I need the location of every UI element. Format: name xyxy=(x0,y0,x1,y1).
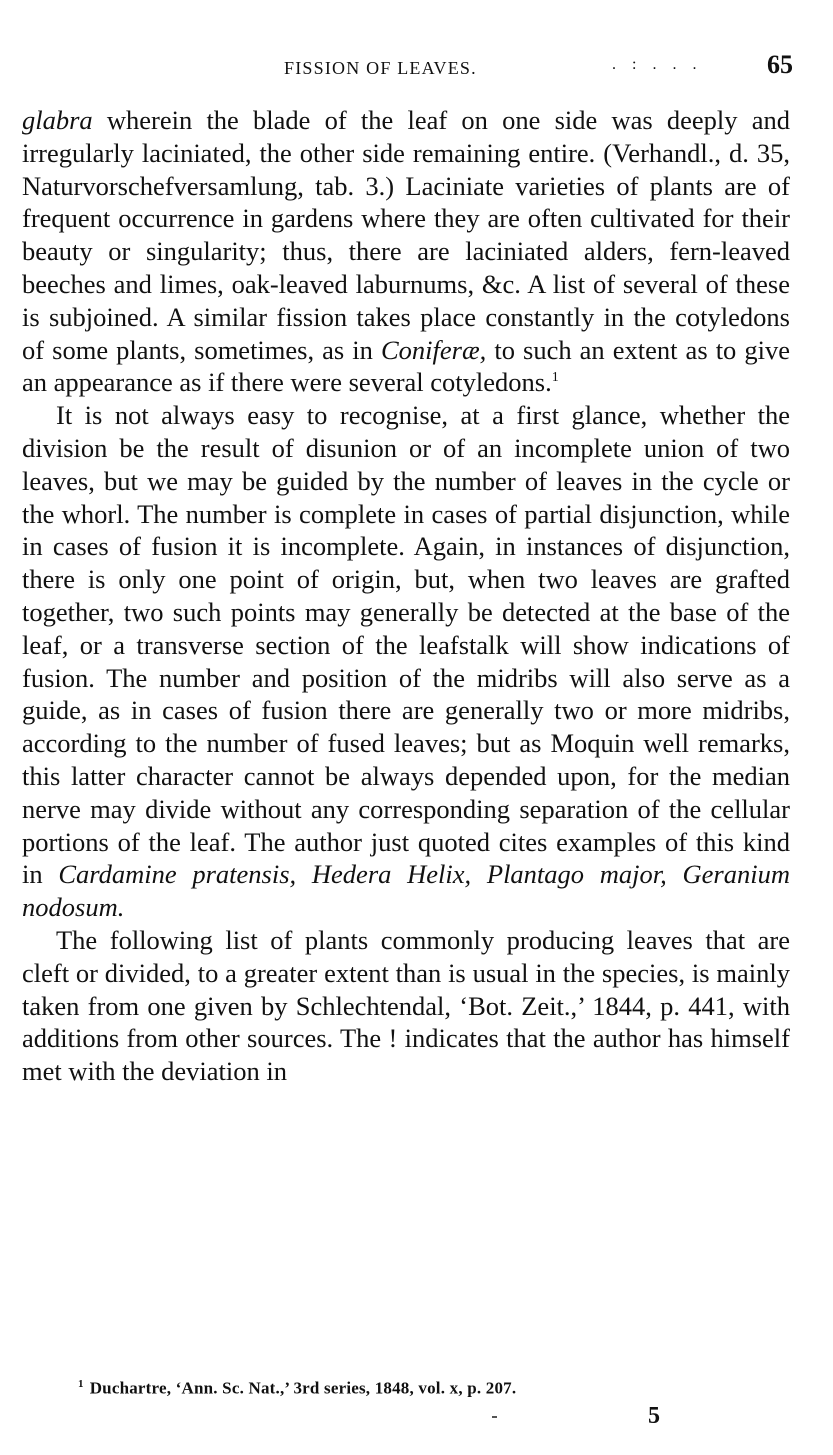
header-dots: . : . . . xyxy=(612,56,703,73)
signature-mark: 5 xyxy=(648,1403,660,1429)
page-number: 65 xyxy=(767,50,793,79)
print-speck xyxy=(492,1416,497,1418)
paragraph-1 xyxy=(22,104,790,399)
paragraph-3 xyxy=(22,924,790,1088)
paragraph-2-italic-species: Cardamine pratensis, Hedera Helix, Plantago major, Geranium nodosum. xyxy=(22,859,790,923)
footnote xyxy=(78,1378,516,1399)
paragraph-1-italic-start: glabra xyxy=(22,105,93,135)
paragraph-1-text-b: to such an extent as to give an appearance as if there were several cotyledons. xyxy=(22,334,790,398)
footnote-mark: 1 xyxy=(78,1378,84,1390)
running-head: FISSION OF LEAVES. xyxy=(284,58,477,78)
paragraph-2-text: It is not always easy to recognise, at a first glance, whether the division be the result of disunion or of an incomplete union of two leaves, but we may be guided by the number of leaves in the cycle or the whorl. The number is complete in cases of partial disjunction, while in cases of fusion it is incomplete. Again, in instances of disjunction, there is only one point of origin, but, when two leaves are grafted together, two such points may generally be detected at the base of the leaf, or a transverse section of the leafstalk will show indications of fusion. The number and position of the midribs will also serve as a guide, as in cases of fusion there are generally two or more midribs, according to the number of fused leaves; but as Moquin well remarks, this latter character cannot be always depended upon, for the median nerve may divide without any corresponding separation of the cellular portions of the leaf. The author just quoted cites examples of this kind in xyxy=(22,400,790,890)
paragraph-3-text: The following list of plants commonly producing leaves that are cleft or divided, to a greater extent than is usual in the species, is mainly taken from one given by Schlechtendal, ‘Bot. Zeit.,’ 1844, p. 441, with additions from other sources. The ! indicates that the author has himself met with the deviation in xyxy=(22,924,790,1087)
page-header xyxy=(22,50,793,84)
paragraph-2 xyxy=(22,399,790,924)
footnote-reference: 1 xyxy=(551,370,559,386)
footnote-text: Duchartre, ‘Ann. Sc. Nat.,’ 3rd series, 1848, vol. x, p. 207. xyxy=(89,1378,517,1398)
paragraph-1-italic-coniferae: Coniferæ, xyxy=(381,334,487,365)
body-text xyxy=(22,104,790,1088)
paragraph-1-text-a: wherein the blade of the leaf on one side was deeply and irregularly laciniated, the other side remaining entire. (Verhandl., d. 35, Naturvorschefversamlung, tab. 3.) Laciniate varieties of plants are of frequent occurrence in gardens where they are often cultivated for their beauty or singularity; thus, there are laciniated alders, fern-leaved beeches and limes, oak-leaved laburnums, &c. A list of several of these is subjoined. A similar fission takes place constantly in the cotyledons of some plants, sometimes, as in xyxy=(22,105,790,365)
